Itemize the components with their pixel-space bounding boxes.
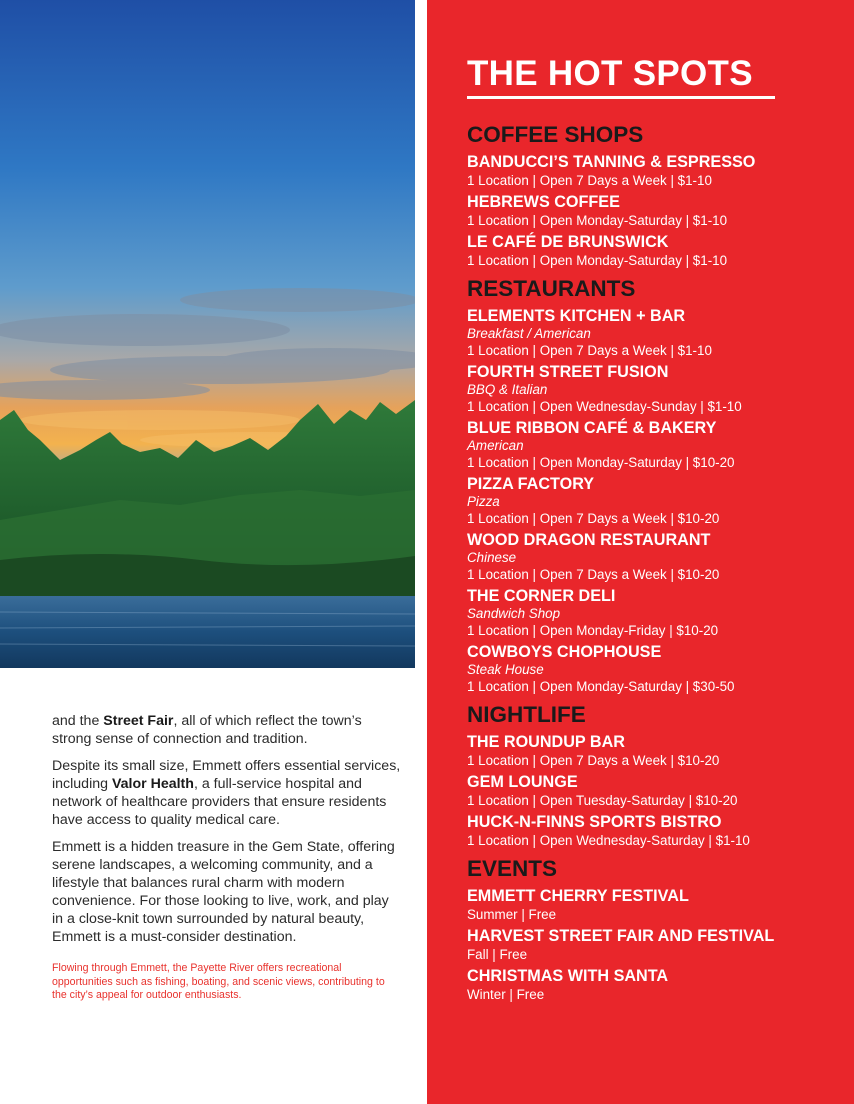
- venue-name: FOURTH STREET FUSION: [467, 363, 669, 381]
- list-item: [467, 773, 847, 809]
- article-paragraph: Emmett is a hidden treasure in the Gem State, offering serene landscapes, a welcoming community, and a lifestyle that balances rural charm with modern convenience. For those looking to live, work, and play in a close-knit town surrounded by natural beauty, Emmett is a must-consider destination.: [52, 839, 395, 945]
- venue-cuisine: American: [467, 438, 524, 453]
- venue-info: 1 Location | Open 7 Days a Week | $1-10: [467, 343, 712, 358]
- venue-name: ELEMENTS KITCHEN + BAR: [467, 307, 686, 325]
- venue-info: 1 Location | Open Monday-Saturday | $30-50: [467, 679, 735, 694]
- list-item: [467, 967, 847, 1003]
- list-item: [467, 419, 847, 471]
- photo-caption: Flowing through Emmett, the Payette River offers recreational opportunities such as fishing, boating, and scenic views, contributing to the city’s appeal for outdoor enthusiasts.: [52, 962, 385, 1001]
- venue-name: HARVEST STREET FAIR AND FESTIVAL: [467, 927, 775, 945]
- venue-name: WOOD DRAGON RESTAURANT: [467, 531, 711, 549]
- list-item: [467, 363, 847, 415]
- venue-info: 1 Location | Open Monday-Saturday | $1-10: [467, 253, 728, 268]
- venue-info: Summer | Free: [467, 907, 557, 922]
- venue-name: GEM LOUNGE: [467, 773, 578, 791]
- article-paragraph: and the Street Fair, all of which reflect the town’s strong sense of connection and tradition.: [52, 713, 362, 747]
- venue-info: 1 Location | Open 7 Days a Week | $10-20: [467, 753, 720, 768]
- venue-cuisine: Breakfast / American: [467, 326, 591, 341]
- list-item: [467, 153, 847, 189]
- list-item: [467, 587, 847, 639]
- section-heading: EVENTS: [467, 856, 558, 881]
- list-item: [467, 927, 847, 963]
- venue-info: 1 Location | Open 7 Days a Week | $1-10: [467, 173, 712, 188]
- panel-title: THE HOT SPOTS: [467, 54, 753, 93]
- section-heading: COFFEE SHOPS: [467, 122, 644, 147]
- list-item: [467, 643, 847, 695]
- list-item: [467, 307, 847, 359]
- venue-name: EMMETT CHERRY FESTIVAL: [467, 887, 689, 905]
- sunset-river-photo: [0, 0, 415, 668]
- venue-name: LE CAFÉ DE BRUNSWICK: [467, 233, 669, 251]
- venue-cuisine: Chinese: [467, 550, 517, 565]
- venue-info: Fall | Free: [467, 947, 528, 962]
- venue-name: BANDUCCI’S TANNING & ESPRESSO: [467, 153, 756, 171]
- valor-health-highlight: Valor Health: [111, 776, 194, 792]
- article-column: [52, 712, 402, 1003]
- venue-info: Winter | Free: [467, 987, 545, 1002]
- hot-spots-list: [467, 121, 847, 1003]
- venue-name: BLUE RIBBON CAFÉ & BAKERY: [467, 419, 717, 437]
- venue-cuisine: Pizza: [467, 494, 500, 509]
- article-paragraph: Despite its small size, Emmett offers essential services, including Valor Health, a full-service hospital and network of healthcare providers that ensure residents have access to quality medical care.: [52, 758, 401, 828]
- venue-name: HUCK-N-FINNS SPORTS BISTRO: [467, 813, 722, 831]
- list-item: [467, 233, 847, 269]
- venue-info: 1 Location | Open Monday-Saturday | $1-10: [467, 213, 728, 228]
- venue-info: 1 Location | Open Monday-Saturday | $10-20: [467, 455, 735, 470]
- venue-cuisine: Steak House: [467, 662, 544, 677]
- venue-name: CHRISTMAS WITH SANTA: [467, 967, 669, 985]
- venue-info: 1 Location | Open Monday-Friday | $10-20: [467, 623, 719, 638]
- list-item: [467, 193, 847, 229]
- hot-spots-panel: [427, 0, 854, 1104]
- venue-info: 1 Location | Open 7 Days a Week | $10-20: [467, 511, 720, 526]
- venue-info: 1 Location | Open 7 Days a Week | $10-20: [467, 567, 720, 582]
- section-heading: NIGHTLIFE: [467, 702, 586, 727]
- venue-info: 1 Location | Open Wednesday-Sunday | $1-10: [467, 399, 742, 414]
- list-item: [467, 733, 847, 769]
- venue-name: THE ROUNDUP BAR: [467, 733, 625, 751]
- venue-name: PIZZA FACTORY: [467, 475, 595, 493]
- section-heading: RESTAURANTS: [467, 276, 636, 301]
- list-item: [467, 813, 847, 849]
- venue-name: COWBOYS CHOPHOUSE: [467, 643, 662, 661]
- list-item: [467, 475, 847, 527]
- list-item: [467, 531, 847, 583]
- street-fair-highlight: Street Fair: [103, 713, 174, 729]
- venue-info: 1 Location | Open Tuesday-Saturday | $10-20: [467, 793, 738, 808]
- venue-name: THE CORNER DELI: [467, 587, 616, 605]
- venue-cuisine: Sandwich Shop: [467, 606, 561, 621]
- list-item: [467, 887, 847, 923]
- title-underline: [467, 96, 775, 99]
- venue-name: HEBREWS COFFEE: [467, 193, 620, 211]
- venue-info: 1 Location | Open Wednesday-Saturday | $1-10: [467, 833, 750, 848]
- venue-cuisine: BBQ & Italian: [467, 382, 548, 397]
